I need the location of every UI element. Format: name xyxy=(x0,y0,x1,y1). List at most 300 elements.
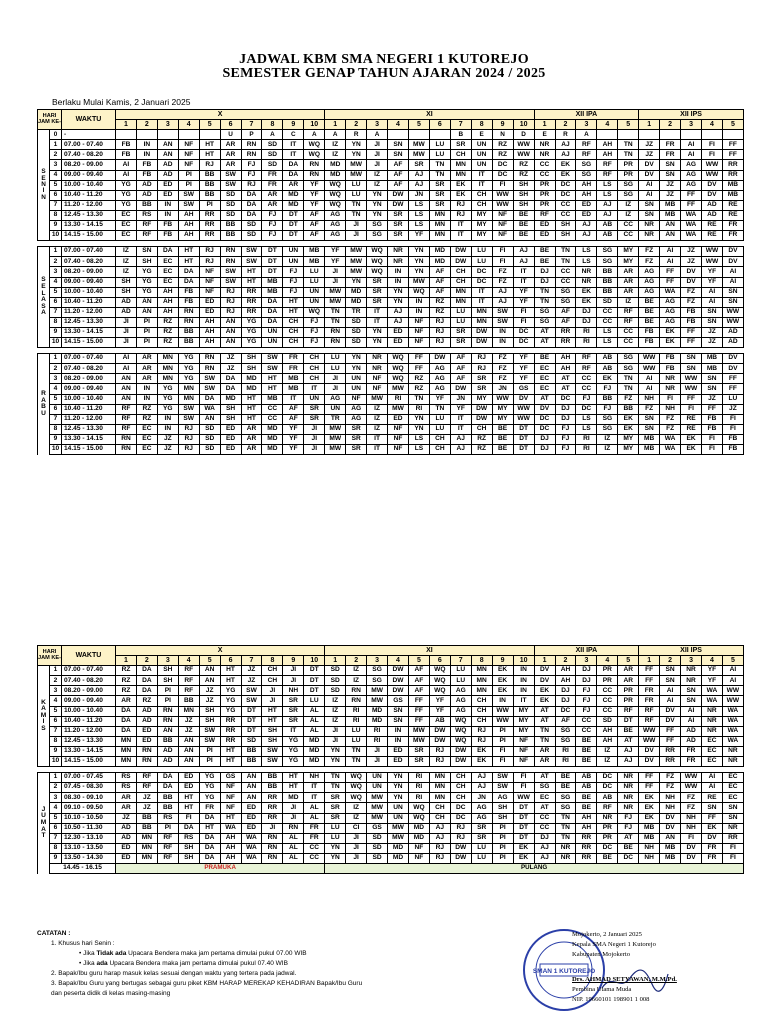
teacher-code-cell: WA xyxy=(660,445,681,455)
teacher-code-cell: CC xyxy=(555,277,576,287)
teacher-code-cell: RR xyxy=(241,287,262,297)
teacher-code-cell: AG xyxy=(681,180,702,190)
teacher-code-cell: SD xyxy=(241,231,262,241)
teacher-code-cell: BB xyxy=(241,746,262,756)
teacher-code-cell: YN xyxy=(408,247,429,257)
teacher-code-cell: RR xyxy=(220,736,241,746)
teacher-code-cell: ED xyxy=(199,307,220,317)
teacher-code-cell: YN xyxy=(346,150,367,160)
teacher-code-cell: WW xyxy=(681,384,702,394)
teacher-code-cell: MN xyxy=(157,364,178,374)
teacher-code-cell: JI xyxy=(346,853,367,863)
header-row xyxy=(38,110,744,120)
jam-cell: 1 xyxy=(50,354,62,364)
teacher-code-cell: SW xyxy=(199,736,220,746)
teacher-code-cell: RN xyxy=(241,140,262,150)
header-class-number: 5 xyxy=(618,656,639,666)
teacher-code-cell: SR xyxy=(367,297,388,307)
day-letter: A xyxy=(41,396,46,404)
teacher-code-cell: DV xyxy=(660,716,681,726)
teacher-code-cell: AI xyxy=(116,160,137,170)
teacher-code-cell: RJ xyxy=(429,317,450,327)
teacher-code-cell: RF xyxy=(136,783,157,793)
teacher-code-cell: SH xyxy=(199,716,220,726)
teacher-code-cell: DW xyxy=(450,384,471,394)
teacher-code-cell: FF xyxy=(701,404,722,414)
teacher-code-cell: DA xyxy=(220,384,241,394)
teacher-code-cell: SW xyxy=(262,354,283,364)
header-class-number: 5 xyxy=(408,656,429,666)
teacher-code-cell: FI xyxy=(492,247,513,257)
jam-cell: 7 xyxy=(50,200,62,210)
teacher-code-cell: NF xyxy=(492,210,513,220)
teacher-code-cell: MN xyxy=(429,773,450,783)
teacher-code-cell: IZ xyxy=(325,140,346,150)
teacher-code-cell: IZ xyxy=(116,267,137,277)
teacher-code-cell: JZ xyxy=(701,327,722,337)
teacher-code-cell: RI xyxy=(555,757,576,767)
teacher-code-cell: WA xyxy=(241,843,262,853)
teacher-code-cell: MN xyxy=(471,307,492,317)
teacher-code-cell: WQ xyxy=(325,200,346,210)
teacher-code-cell: WW xyxy=(513,414,534,424)
teacher-code-cell: MY xyxy=(618,434,639,444)
teacher-code-cell: RN xyxy=(116,434,137,444)
teacher-code-cell: IZ xyxy=(597,434,618,444)
teacher-code-cell: AI xyxy=(701,287,722,297)
teacher-code-cell: LU xyxy=(346,726,367,736)
teacher-code-cell: NR xyxy=(618,773,639,783)
teacher-code-cell: JZ xyxy=(199,696,220,706)
teacher-code-cell: EK xyxy=(534,686,555,696)
header-group: XII IPA xyxy=(534,646,639,656)
teacher-code-cell: EC xyxy=(722,773,743,783)
teacher-code-cell: FF xyxy=(660,277,681,287)
teacher-code-cell: FJ xyxy=(555,445,576,455)
header-class-number: 1 xyxy=(534,120,555,130)
header-class-number: 8 xyxy=(471,656,492,666)
teacher-code-cell: CC xyxy=(534,170,555,180)
teacher-code-cell: UN xyxy=(304,287,325,297)
teacher-code-cell: FF xyxy=(408,354,429,364)
teacher-code-cell: PR xyxy=(597,823,618,833)
jam-cell: 8 xyxy=(50,843,62,853)
note-1: 1. Khusus hari Senin : xyxy=(51,940,115,948)
teacher-code-cell: SR xyxy=(471,374,492,384)
header-class-number: 7 xyxy=(450,120,471,130)
teacher-code-cell: IT xyxy=(513,277,534,287)
teacher-code-cell: RJ xyxy=(178,424,199,434)
day-letter: M xyxy=(40,819,47,827)
teacher-code-cell: YF xyxy=(304,200,325,210)
teacher-code-cell: RR xyxy=(262,803,283,813)
teacher-code-cell: MD xyxy=(346,287,367,297)
teacher-code-cell: FB xyxy=(660,354,681,364)
teacher-code-cell: LU xyxy=(471,853,492,863)
teacher-code-cell: MY xyxy=(471,210,492,220)
teacher-code-cell: AR xyxy=(220,160,241,170)
time-cell: 10.10 - 10.50 xyxy=(62,813,116,823)
teacher-code-cell: NF xyxy=(346,394,367,404)
teacher-code-cell: AR xyxy=(116,803,137,813)
teacher-code-cell: ED xyxy=(199,297,220,307)
teacher-code-cell: RF xyxy=(576,150,597,160)
teacher-code-cell: RR xyxy=(220,716,241,726)
table-row xyxy=(38,445,744,455)
teacher-code-cell: MW xyxy=(408,726,429,736)
teacher-code-cell: RZ xyxy=(157,338,178,348)
teacher-code-cell: FI xyxy=(492,746,513,756)
teacher-code-cell: YN xyxy=(408,267,429,277)
teacher-code-cell: AF xyxy=(408,676,429,686)
teacher-code-cell: RF xyxy=(157,853,178,863)
teacher-code-cell: RN xyxy=(325,338,346,348)
teacher-code-cell: RI xyxy=(555,746,576,756)
teacher-code-cell: PI xyxy=(157,686,178,696)
teacher-code-cell: AF xyxy=(408,666,429,676)
teacher-code-cell: ED xyxy=(576,210,597,220)
teacher-code-cell: JI xyxy=(325,384,346,394)
teacher-code-cell: AJ xyxy=(555,140,576,150)
teacher-code-cell: AJ xyxy=(597,200,618,210)
teacher-code-cell: YN xyxy=(346,140,367,150)
teacher-code-cell: MB xyxy=(722,180,743,190)
teacher-code-cell: SD xyxy=(325,676,346,686)
teacher-code-cell: SR xyxy=(471,833,492,843)
teacher-code-cell: PR xyxy=(534,180,555,190)
teacher-code-cell: RF xyxy=(597,170,618,180)
header-class-number: 8 xyxy=(262,656,283,666)
teacher-code-cell: RN xyxy=(220,247,241,257)
header-class-number: 2 xyxy=(346,120,367,130)
teacher-code-cell: HT xyxy=(283,783,304,793)
teacher-code-cell: DT xyxy=(513,434,534,444)
teacher-code-cell: CH xyxy=(304,364,325,374)
teacher-code-cell: IT xyxy=(471,297,492,307)
teacher-code-cell: MB xyxy=(701,354,722,364)
teacher-code-cell: E xyxy=(471,130,492,140)
teacher-code-cell: AR xyxy=(283,180,304,190)
teacher-code-cell: AJ xyxy=(513,257,534,267)
teacher-code-cell: RZ xyxy=(429,297,450,307)
teacher-code-cell: JZ xyxy=(660,180,681,190)
teacher-code-cell: IZ xyxy=(597,746,618,756)
teacher-code-cell: DJ xyxy=(534,434,555,444)
teacher-code-cell: FB xyxy=(639,327,660,337)
teacher-code-cell: SN xyxy=(701,374,722,384)
teacher-code-cell: AI xyxy=(639,190,660,200)
teacher-code-cell: A xyxy=(325,130,346,140)
teacher-code-cell: RF xyxy=(597,803,618,813)
teacher-code-cell: SG xyxy=(534,307,555,317)
teacher-code-cell: AI xyxy=(722,277,743,287)
teacher-code-cell: FJ xyxy=(576,706,597,716)
teacher-code-cell xyxy=(597,130,618,140)
teacher-code-cell: DJ xyxy=(534,277,555,287)
teacher-code-cell: BB xyxy=(220,231,241,241)
teacher-code-cell: BE xyxy=(576,803,597,813)
teacher-code-cell: FF xyxy=(660,726,681,736)
teacher-code-cell: FR xyxy=(681,746,702,756)
teacher-code-cell: DW xyxy=(388,200,409,210)
jam-cell: 2 xyxy=(50,783,62,793)
teacher-code-cell: RN xyxy=(262,853,283,863)
teacher-code-cell: MN xyxy=(429,210,450,220)
teacher-code-cell: RR xyxy=(199,210,220,220)
teacher-code-cell: FR xyxy=(701,843,722,853)
teacher-code-cell: JZ xyxy=(157,434,178,444)
teacher-code-cell: DW xyxy=(429,726,450,736)
teacher-code-cell: RF xyxy=(534,210,555,220)
teacher-code-cell: UN xyxy=(471,150,492,160)
teacher-code-cell: RF xyxy=(178,686,199,696)
teacher-code-cell: RZ xyxy=(492,150,513,160)
teacher-code-cell: WA xyxy=(241,833,262,843)
teacher-code-cell: EC xyxy=(136,434,157,444)
teacher-code-cell: RZ xyxy=(408,374,429,384)
teacher-code-cell: WQ xyxy=(325,190,346,200)
teacher-code-cell: YF xyxy=(429,696,450,706)
teacher-code-cell: EC xyxy=(157,277,178,287)
teacher-code-cell: BB xyxy=(618,404,639,414)
table-row xyxy=(38,833,744,843)
teacher-code-cell: RJ xyxy=(471,726,492,736)
teacher-code-cell: IN xyxy=(157,414,178,424)
teacher-code-cell: RR xyxy=(199,231,220,241)
teacher-code-cell: AG xyxy=(346,414,367,424)
teacher-code-cell: JI xyxy=(283,803,304,813)
teacher-code-cell: SR xyxy=(471,384,492,394)
teacher-code-cell: IT xyxy=(283,394,304,404)
teacher-code-cell: AL xyxy=(283,853,304,863)
teacher-code-cell: MW xyxy=(367,813,388,823)
teacher-code-cell: YG xyxy=(178,374,199,384)
teacher-code-cell: SW xyxy=(492,773,513,783)
teacher-code-cell: RF xyxy=(639,716,660,726)
teacher-code-cell: MN xyxy=(429,231,450,241)
teacher-code-cell: CC xyxy=(576,716,597,726)
teacher-code-cell: YG xyxy=(241,317,262,327)
teacher-code-cell: AF xyxy=(555,716,576,726)
time-cell: 11.20 - 12.00 xyxy=(62,200,116,210)
teacher-code-cell: RI xyxy=(408,404,429,414)
teacher-code-cell: MB xyxy=(660,210,681,220)
time-cell: 12.45 - 13.30 xyxy=(62,736,116,746)
teacher-code-cell: AI xyxy=(722,666,743,676)
teacher-code-cell: FI xyxy=(681,833,702,843)
teacher-code-cell: AR xyxy=(618,287,639,297)
time-cell: 07.00 - 07.45 xyxy=(62,773,116,783)
teacher-code-cell: PR xyxy=(597,676,618,686)
teacher-code-cell: NF xyxy=(388,424,409,434)
teacher-code-cell: AH xyxy=(597,140,618,150)
teacher-code-cell: MW xyxy=(408,150,429,160)
time-cell: 12.45 - 13.30 xyxy=(62,210,116,220)
teacher-code-cell: SD xyxy=(199,445,220,455)
teacher-code-cell: DW xyxy=(388,686,409,696)
teacher-code-cell: SD xyxy=(262,160,283,170)
teacher-code-cell: FF xyxy=(639,773,660,783)
teacher-code-cell: DW xyxy=(450,757,471,767)
teacher-code-cell: FF xyxy=(408,706,429,716)
teacher-code-cell: SH xyxy=(178,853,199,863)
teacher-code-cell: MD xyxy=(262,445,283,455)
teacher-code-cell: LU xyxy=(450,307,471,317)
sign-role: Kepala SMA Negeri 1 Kutorejo xyxy=(572,941,656,949)
teacher-code-cell: SD xyxy=(367,843,388,853)
teacher-code-cell: AH xyxy=(576,823,597,833)
teacher-code-cell: SN xyxy=(388,716,409,726)
note-1b: • Jika ada Upacara Bendera maka jam pertama dimulai pukul 07.40 WIB xyxy=(79,960,288,968)
teacher-code-cell: JI xyxy=(325,374,346,384)
jam-cell: 9 xyxy=(50,327,62,337)
teacher-code-cell: JI xyxy=(346,843,367,853)
teacher-code-cell xyxy=(639,130,660,140)
teacher-code-cell: TN xyxy=(534,287,555,297)
teacher-code-cell: RF xyxy=(178,676,199,686)
jam-cell: 5 xyxy=(50,287,62,297)
teacher-code-cell: FI xyxy=(681,404,702,414)
teacher-code-cell: MN xyxy=(178,394,199,404)
header-class-number: 6 xyxy=(429,656,450,666)
teacher-code-cell: SW xyxy=(262,757,283,767)
jam-cell: 4 xyxy=(50,803,62,813)
teacher-code-cell: FZ xyxy=(618,394,639,404)
teacher-code-cell: FI xyxy=(492,257,513,267)
teacher-code-cell: RN xyxy=(157,716,178,726)
teacher-code-cell: YG xyxy=(157,394,178,404)
sign-rank: Pembina Utama Muda xyxy=(572,985,632,993)
teacher-code-cell: CH xyxy=(283,317,304,327)
header-class-number: 7 xyxy=(450,656,471,666)
jam-cell: 1 xyxy=(50,247,62,257)
teacher-code-cell: DV xyxy=(534,404,555,414)
teacher-code-cell: CH xyxy=(471,190,492,200)
teacher-code-cell: WW xyxy=(681,783,702,793)
teacher-code-cell: RZ xyxy=(136,404,157,414)
teacher-code-cell: RE xyxy=(722,210,743,220)
teacher-code-cell: WW xyxy=(492,200,513,210)
teacher-code-cell: AJ xyxy=(534,843,555,853)
teacher-code-cell: LU xyxy=(471,257,492,267)
teacher-code-cell: BB xyxy=(597,287,618,297)
teacher-code-cell: GS xyxy=(513,384,534,394)
teacher-code-cell: MY xyxy=(471,394,492,404)
teacher-code-cell: ED xyxy=(220,424,241,434)
teacher-code-cell: CH xyxy=(429,803,450,813)
teacher-code-cell: TN xyxy=(325,773,346,783)
teacher-code-cell: RJ xyxy=(429,853,450,863)
teacher-code-cell: TR xyxy=(346,307,367,317)
teacher-code-cell: CH xyxy=(429,813,450,823)
day-letter: K xyxy=(41,698,46,706)
teacher-code-cell: AJ xyxy=(576,231,597,241)
teacher-code-cell: ED xyxy=(388,746,409,756)
teacher-code-cell: MW xyxy=(325,287,346,297)
teacher-code-cell: FR xyxy=(722,231,743,241)
teacher-code-cell: NF xyxy=(513,736,534,746)
teacher-code-cell: LS xyxy=(576,247,597,257)
teacher-code-cell: SW xyxy=(178,200,199,210)
teacher-code-cell: AG xyxy=(450,696,471,706)
teacher-code-cell: SN xyxy=(639,414,660,424)
jam-cell: 6 xyxy=(50,297,62,307)
teacher-code-cell: PR xyxy=(618,160,639,170)
teacher-code-cell: BE xyxy=(513,221,534,231)
time-cell: 11.20 - 12.00 xyxy=(62,307,116,317)
teacher-code-cell: NF xyxy=(408,853,429,863)
teacher-code-cell: TN xyxy=(555,813,576,823)
teacher-code-cell: AF xyxy=(429,287,450,297)
jam-cell: 8 xyxy=(50,736,62,746)
teacher-code-cell: AG xyxy=(450,686,471,696)
teacher-code-cell: LS xyxy=(408,221,429,231)
teacher-code-cell: IN xyxy=(513,676,534,686)
teacher-code-cell: AG xyxy=(471,813,492,823)
teacher-code-cell: YG xyxy=(283,746,304,756)
teacher-code-cell: YG xyxy=(220,686,241,696)
teacher-code-cell: MN xyxy=(450,287,471,297)
header-class-number: 4 xyxy=(388,656,409,666)
teacher-code-cell: AN xyxy=(241,793,262,803)
teacher-code-cell: UN xyxy=(367,783,388,793)
teacher-code-cell: DA xyxy=(157,773,178,783)
teacher-code-cell: PR xyxy=(534,200,555,210)
teacher-code-cell: DA xyxy=(136,676,157,686)
teacher-code-cell: DT xyxy=(262,247,283,257)
jam-cell: 2 xyxy=(50,364,62,374)
svg-text:SMAN 1 KUTOREJO: SMAN 1 KUTOREJO xyxy=(532,968,596,975)
teacher-code-cell: MB xyxy=(262,277,283,287)
teacher-code-cell: YF xyxy=(304,180,325,190)
teacher-code-cell: PI xyxy=(136,317,157,327)
teacher-code-cell: CH xyxy=(471,716,492,726)
teacher-code-cell: TN xyxy=(429,170,450,180)
teacher-code-cell: AR xyxy=(262,200,283,210)
teacher-code-cell: AF xyxy=(555,317,576,327)
teacher-code-cell: SD xyxy=(346,327,367,337)
teacher-code-cell: NR xyxy=(576,267,597,277)
teacher-code-cell: FI xyxy=(178,813,199,823)
teacher-code-cell: YG xyxy=(116,180,137,190)
header-class-number: 2 xyxy=(660,656,681,666)
jam-cell: 5 xyxy=(50,394,62,404)
teacher-code-cell: AL xyxy=(283,833,304,843)
teacher-code-cell: LU xyxy=(429,414,450,424)
time-cell: 08.20 - 09.00 xyxy=(62,267,116,277)
teacher-code-cell: MB xyxy=(639,434,660,444)
teacher-code-cell: SW xyxy=(241,247,262,257)
teacher-code-cell: SG xyxy=(618,354,639,364)
teacher-code-cell: UN xyxy=(346,384,367,394)
teacher-code-cell: DT xyxy=(513,445,534,455)
time-cell: 08.20 - 09.00 xyxy=(62,160,116,170)
teacher-code-cell: WW xyxy=(513,140,534,150)
teacher-code-cell: SN xyxy=(722,803,743,813)
teacher-code-cell: RZ xyxy=(136,696,157,706)
teacher-code-cell: CC xyxy=(534,823,555,833)
teacher-code-cell: WW xyxy=(492,190,513,200)
jam-cell: 7 xyxy=(50,307,62,317)
teacher-code-cell: CC xyxy=(618,327,639,337)
teacher-code-cell: RI xyxy=(367,736,388,746)
teacher-code-cell: SN xyxy=(660,170,681,180)
teacher-code-cell: CH xyxy=(471,696,492,706)
teacher-code-cell: DJ xyxy=(534,267,555,277)
teacher-code-cell: WA xyxy=(722,706,743,716)
teacher-code-cell: JZ xyxy=(660,190,681,200)
teacher-code-cell: IZ xyxy=(325,696,346,706)
